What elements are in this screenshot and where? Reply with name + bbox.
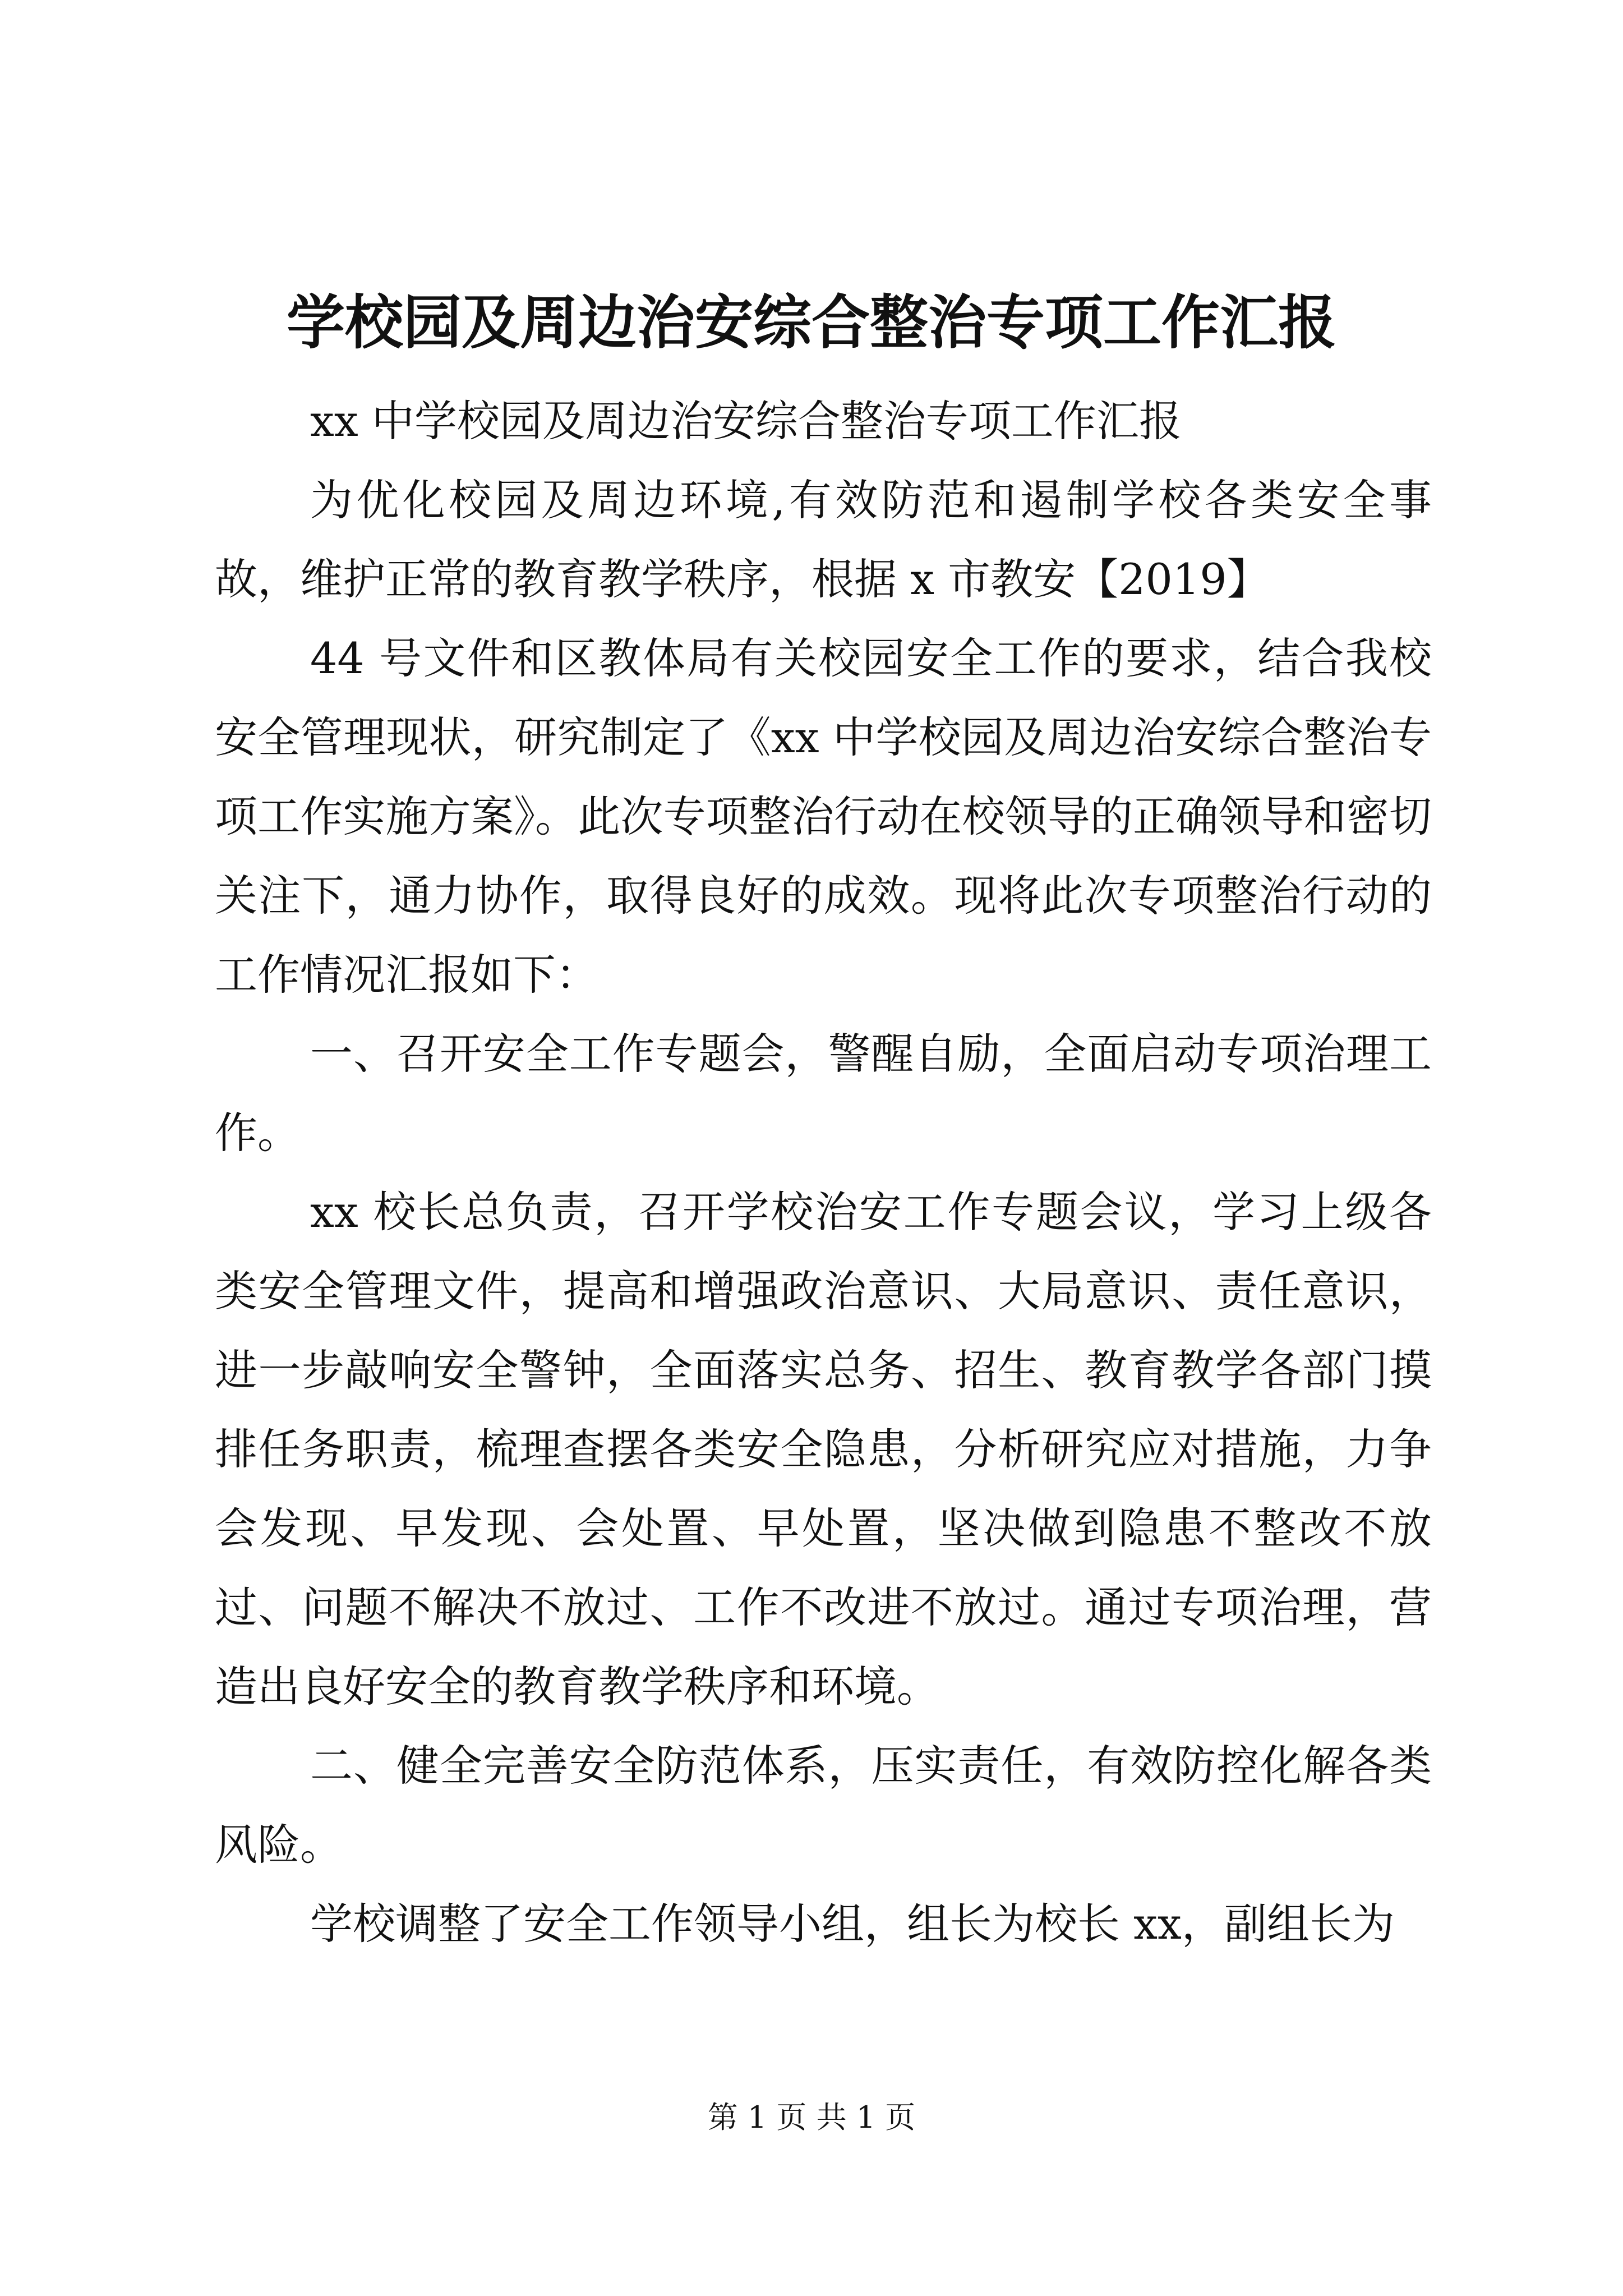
paragraph-basis: 44 号文件和区教体局有关校园安全工作的要求，结合我校安全管理现状，研究制定了《xx 中学校园及周边治安综合整治专项工作实施方案》。此次专项整治行动在校领导的正确领导和密切关注下，通力协作，取得良好的成效。现将此次专项整治行动的工作情况汇报如下：	[215, 633, 1432, 1000]
document-title: 学校园及周边治安综合整治专项工作汇报	[286, 288, 1336, 357]
paragraph-intro: 为优化校园及周边环境,有效防范和遏制学校各类安全事故，维护正常的教育教学秩序，根据 x 市教安【2019】	[215, 475, 1432, 604]
section-heading-1: 一、召开安全工作专题会，警醒自励，全面启动专项治理工作。	[215, 1029, 1432, 1158]
section-heading-2: 二、健全完善安全防范体系，压实责任，有效防控化解各类风险。	[215, 1741, 1432, 1870]
paragraph-subtitle: xx 中学校园及周边治安综合整治专项工作汇报	[310, 396, 1182, 446]
document-body	[215, 381, 1432, 1963]
page-footer: 第 1 页 共 1 页	[707, 2100, 916, 2135]
paragraph-section-2: 学校调整了安全工作领导小组，组长为校长 xx，副组长为	[310, 1899, 1395, 1949]
paragraph-section-1: xx 校长总负责，召开学校治安工作专题会议，学习上级各类安全管理文件，提高和增强政治意识、大局意识、责任意识，进一步敲响安全警钟，全面落实总务、招生、教育教学各部门摸排任务职责，梳理查摆各类安全隐患，分析研究应对措施，力争会发现、早发现、会处置、早处置，坚决做到隐患不整改不放过、问题不解决不放过、工作不改进不放过。通过专项治理，营造出良好安全的教育教学秩序和环境。	[215, 1187, 1432, 1711]
